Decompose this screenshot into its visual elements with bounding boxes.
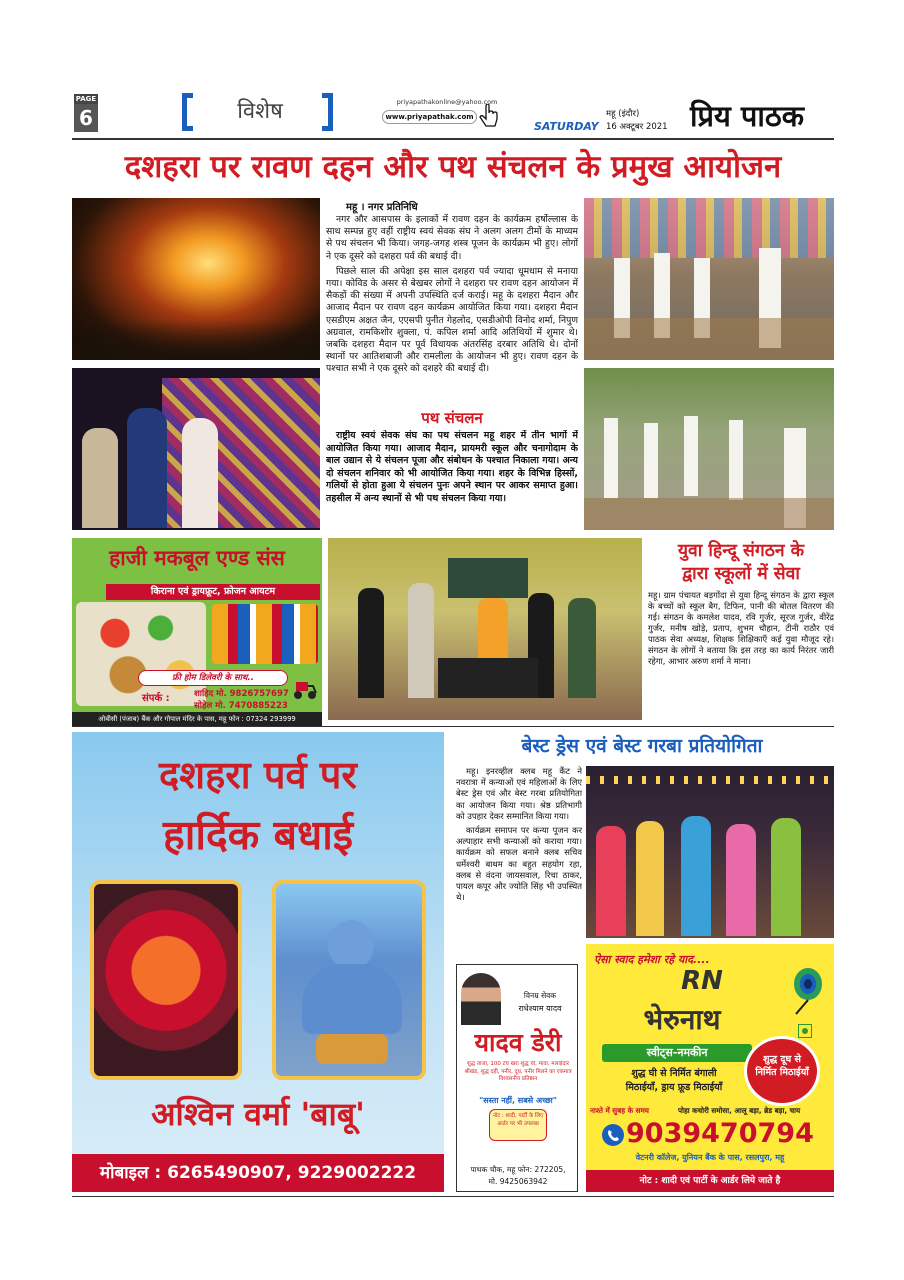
- section-rule: [72, 726, 834, 727]
- path-sanchalan-body: राष्ट्रीय स्वयं सेवक संघ का पथ संचलन महू शहर में तीन भागों में आयोजित किया गया। आजाद मैदान, प्रायमरी स्कूल और चनागोदाम के बाल उद्यान से ये संचलन पूजा और संबोधन के पश्चात निकाला गया। अन्य दो संचलन शनिवार को भी आयोजित किया गया। शहर के विभिन्न हिस्सों, गलियों से होता हुआ ये संचलन पुनः अपने स्थान पर आकर समाप्त हुआ। तहसील में अन्य स्थानों से भी पथ संचलन किया गया।: [326, 430, 578, 504]
- haji-ad-contact-label: संपर्क :: [142, 693, 170, 704]
- bherunath-breakfast: पोहा कचोरी समोसा, आलू बड़ा, ब्रेड बड़ा, चाय: [678, 1106, 801, 1115]
- bherunath-name: भेरुनाथ: [643, 1003, 721, 1036]
- goddess-image: [90, 880, 242, 1080]
- header-city: महू (इंदौर): [606, 109, 640, 119]
- haji-ad-address: ओबीसी (पंजाब) बैंक और गोपाल मंदिर के पास, महू फोन : 07324 293999: [72, 712, 322, 726]
- school-headline-2: द्वारा स्कूलों में सेवा: [682, 564, 800, 584]
- main-dateline: महू । नगर प्रतिनिधि: [346, 202, 418, 213]
- garba-story-body: [456, 766, 582, 958]
- main-paragraph-1: नगर और आसपास के इलाकों में रावण दहन के कार्यक्रम हर्षोल्लास के साथ सम्पन्न हुए वहीं राष्ट्रीय स्वयं सेवक संघ ने अलग अलग टीमों के माध्यम से पथ संचलन भी किया। जगह-जगह शस्त्र पूजन के कार्यक्रम भी हुए। लोगों ने एक दूसरे को दशहरा पर्व की बधाई दी।: [326, 214, 578, 262]
- school-story-body: महू। ग्राम पंचायत बड़गोंदा से युवा हिन्दू संगठन के द्वारा स्कूल के बच्चों को स्कूल बैग, टिफिन, पानी की बोतल वितरण की गई। संगठन के कमलेश यादव, रवि गुर्जर, सूरज गुर्जर, वीरेंद्र गुर्जर, मनीष खोड़े, प्रताप, शुभम चौहान, टीनी राठौर एवं पाठक सेवा अध्यक्ष, शिक्षक शिक्षिकाएँ कई युवा मौजूद रहे। संगठन के लोगों ने बताया कि इस तरह का कार्य निरंतर जारी रहेगा, आभार अरुण शर्मा ने माना।: [648, 590, 834, 666]
- dussehra-ad: [72, 732, 444, 1192]
- pointer-hand-icon: [478, 104, 500, 130]
- header-website: www.priyapathak.com: [382, 110, 477, 124]
- yadav-details: शुद्ध ताजा, 100 टंच खरा शुद्ध घी, मावा, मलाईदार श्रीखंड, शुद्ध दही, पनीर, दूध, पनीर मिलने का एकमात्र विश्वसनीय प्रतिष्ठान: [464, 1061, 572, 1082]
- main-headline: दशहरा पर रावण दहन और पथ संचलन के प्रमुख आयोजन: [124, 149, 782, 185]
- yadav-person-photo: [461, 973, 501, 1025]
- bottom-rule: [72, 1196, 834, 1197]
- header-day: SATURDAY: [534, 120, 599, 133]
- header-email: priyapathakonline@yahoo.com: [396, 98, 498, 106]
- bherunath-phone: 9039470794: [626, 1118, 814, 1149]
- bherunath-top: ऐसा स्वाद हमेशा रहे याद....: [594, 953, 710, 966]
- header-date: 16 अक्टूबर 2021: [606, 122, 668, 132]
- garba-photo: [586, 766, 834, 938]
- haji-ad-delivery: फ्री होम डिलेवरी के साथ..: [138, 670, 288, 686]
- bherunath-category: स्वीट्स-नमकीन: [602, 1044, 752, 1062]
- ravan-dahan-photo: [72, 198, 320, 360]
- yadav-note: नोट : शादी, पार्टी के लिए आर्डर पर भी उपलब्ध: [489, 1109, 547, 1141]
- peacock-feather-icon: [786, 966, 826, 1016]
- yadav-ad: [456, 964, 578, 1192]
- bherunath-address: वेटनरी कॉलेज, युनियन बैंक के पास, रसलपुरा, महू: [635, 1153, 785, 1162]
- bherunath-breakfast-label: नाश्ते में सुबह के समय: [590, 1106, 649, 1115]
- haji-ad-name: हाजी मकबूल एण्ड संस: [109, 546, 285, 570]
- march-photo-1: [584, 198, 834, 360]
- haji-ad-contact-2: सोहेल मो. 7470885223: [194, 701, 288, 711]
- section-bracket-left: [182, 93, 193, 131]
- section-bracket-right: [322, 93, 333, 131]
- bherunath-badge: शुद्ध दूध से निर्मित मिठाईयाँ: [744, 1036, 820, 1106]
- haji-ad: [72, 538, 322, 726]
- page-label: PAGE: [75, 95, 97, 103]
- yadav-person-name: राधेश्याम यादव: [518, 1004, 562, 1013]
- yadav-address: पाथक चौक, महू फोन: 272205,: [470, 1165, 566, 1174]
- bherunath-note: नोट : शादी एवं पार्टी के आर्डर लिये जाते है: [586, 1170, 834, 1192]
- shiva-image: [272, 880, 426, 1080]
- garba-paragraph-2: कार्यक्रम समापन पर कन्या पूजन कर अल्पाहार सभी कन्याओं को कराया गया। कार्यक्रम को सफल बनाने क्लब सचिव धर्मेश्वरी बाथम का बहुत सहयोग रहा, क्लब से वंदना जायसवाल, रिचा ठाकर, पायल कपूर और ज्योति सिंह भी उपस्थित थे।: [456, 825, 582, 903]
- dussehra-ad-mobile: मोबाइल : 6265490907, 9229002222: [72, 1154, 444, 1192]
- bherunath-logo: RN: [681, 966, 723, 996]
- bherunath-line-2: मिठाईयाँ, ड्राय फ्रूड मिठाईयाँ: [625, 1082, 723, 1093]
- march-photo-2: [584, 368, 834, 530]
- yadav-slogan: "सस्ता नहीं, सबसे अच्छा": [479, 1096, 557, 1105]
- shastra-pooja-photo: [72, 368, 320, 530]
- haji-ad-contact-1: शाहिद मो. 9826757697: [194, 689, 289, 699]
- yadav-ad-name: यादव डेरी: [474, 1028, 562, 1057]
- page-number: 6: [74, 104, 98, 132]
- school-distribution-photo: [328, 538, 642, 720]
- garba-headline: बेस्ट ड्रेस एवं बेस्ट गरबा प्रतियोगिता: [521, 735, 763, 757]
- yadav-mobile: मो. 9425063942: [488, 1177, 548, 1186]
- veg-icon: [798, 1024, 812, 1038]
- dussehra-ad-name: अश्विन वर्मा 'बाबू': [151, 1095, 365, 1133]
- dussehra-ad-line-1: दशहरा पर्व पर: [159, 753, 357, 797]
- bherunath-ad: [586, 944, 834, 1192]
- main-story-body: [326, 214, 578, 410]
- garba-paragraph-1: महू। इनरव्हील क्लब महू कैंट ने नवरात्रा में कन्याओं एवं महिलाओं के लिए बेस्ट ड्रेस एवं और बेस्ट गरबा प्रतियोगिता का आयोजन किया गया। श्रेष्ठ प्रतिभागी को उपहार देकर सम्मानित किया गया।: [456, 766, 582, 821]
- main-paragraph-2: पिछले साल की अपेक्षा इस साल दशहरा पर्व ज्यादा धूमधाम से मनाया गया। कोविड के असर से बेखबर लोगों ने दशहरा पर रावण दहन आयोजन में सैकड़ों की संख्या में अपनी उपस्थिति दर्ज कराई। महू के दशहरा मैदान और आजाद मैदान पर रावण दहन कार्यक्रम आयोजित किया गया। दशहरा मैदान एसडीएम अक्षत जैन, एएसपी पुनीत गेहलोद, एसडीओपी विनोद शर्मा, निपुण अग्रवाल, रामकिशोर शुक्ला, पं. कपिल शर्मा आदि अतिथियों में शुमार थे। जबकि दशहरा मैदान पर पूर्व विधायक अंतरसिंह दरबार अतिथि थे। दोनों स्थानों पर आतिशबाजी और रामलीला के आयोजन भी हुए। रावण दहन के पश्चात सभी ने एक दूसरे को दशहरे की बधाई दी।: [326, 265, 578, 375]
- products-image: [212, 604, 318, 664]
- haji-ad-tagline: किराना एवं ड्रायफ्रूट, फ्रोजन आयटम: [106, 584, 320, 600]
- masthead: प्रिय पाठक: [690, 99, 805, 133]
- section-title: विशेष: [237, 99, 283, 124]
- bherunath-line-1: शुद्ध घी से निर्मित बंगाली: [631, 1068, 717, 1079]
- phone-icon: [602, 1124, 624, 1146]
- yadav-greeting: विनम्र सेवक: [523, 991, 557, 1000]
- sub-headline: पथ संचलन: [421, 409, 483, 427]
- header-rule: [72, 138, 834, 140]
- dussehra-ad-line-2: हार्दिक बधाई: [163, 811, 353, 859]
- school-headline-1: युवा हिन्दू संगठन के: [677, 541, 805, 561]
